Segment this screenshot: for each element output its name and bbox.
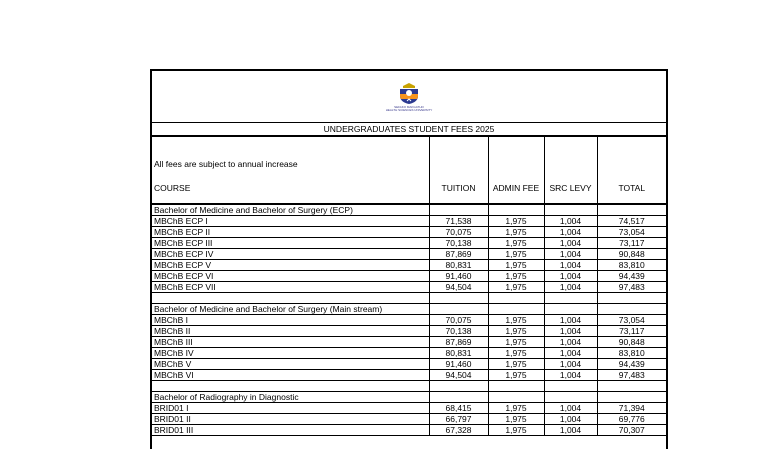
src-levy-cell: 1,004 [544,414,597,425]
tuition-cell: 70,075 [429,315,488,326]
src-levy-cell: 1,004 [544,216,597,227]
src-levy-column-header: SRC LEVY [544,137,597,204]
logo-row [152,71,666,123]
course-header-label: COURSE [154,183,191,193]
fee-note: All fees are subject to annual increase [154,159,298,169]
src-levy-cell: 1,004 [544,282,597,293]
empty-cell [429,293,488,304]
fee-sheet [150,69,668,449]
empty-cell [597,381,666,392]
total-cell: 74,517 [597,216,666,227]
section-title-row [152,204,666,216]
src-levy-cell: 1,004 [544,227,597,238]
admin-fee-cell: 1,975 [488,337,544,348]
course-cell: MBChB ECP II [152,227,429,238]
admin-fee-cell: 1,975 [488,271,544,282]
admin-fee-cell: 1,975 [488,282,544,293]
src-levy-cell: 1,004 [544,348,597,359]
course-cell: MBChB III [152,337,429,348]
total-cell: 97,483 [597,370,666,381]
tuition-cell: 91,460 [429,359,488,370]
src-levy-cell: 1,004 [544,425,597,436]
course-cell: MBChB ECP IV [152,249,429,260]
empty-cell [488,381,544,392]
empty-cell [488,204,544,216]
table-row [152,403,666,414]
admin-fee-cell: 1,975 [488,216,544,227]
empty-cell [152,381,429,392]
spacer-row [152,381,666,392]
admin-fee-cell: 1,975 [488,326,544,337]
total-cell: 90,848 [597,249,666,260]
empty-cell [429,392,488,403]
empty-cell [429,304,488,315]
university-crest-icon [396,81,422,105]
table-row [152,216,666,227]
admin-fee-cell: 1,975 [488,348,544,359]
total-cell: 90,848 [597,337,666,348]
table-header-row [152,137,666,204]
admin-fee-cell: 1,975 [488,414,544,425]
admin-fee-cell: 1,975 [488,227,544,238]
empty-cell [429,204,488,216]
course-cell: MBChB ECP V [152,260,429,271]
section-title: Bachelor of Radiography in Diagnostic [152,392,429,403]
src-levy-cell: 1,004 [544,359,597,370]
course-column-header [152,137,429,204]
total-cell: 83,810 [597,260,666,271]
total-cell: 73,117 [597,326,666,337]
course-cell: MBChB VI [152,370,429,381]
src-levy-cell: 1,004 [544,238,597,249]
table-row [152,260,666,271]
section-title: Bachelor of Medicine and Bachelor of Surgery (Main stream) [152,304,429,315]
empty-cell [544,381,597,392]
total-cell: 71,394 [597,403,666,414]
section-title: Bachelor of Medicine and Bachelor of Surgery (ECP) [152,204,429,216]
total-cell: 94,439 [597,359,666,370]
table-row [152,359,666,370]
table-row [152,249,666,260]
empty-cell [597,392,666,403]
tuition-cell: 70,138 [429,326,488,337]
src-levy-cell: 1,004 [544,370,597,381]
admin-fee-column-header: ADMIN FEE [488,137,544,204]
spacer-row [152,293,666,304]
total-cell: 73,054 [597,315,666,326]
course-cell: BRID01 I [152,403,429,414]
total-cell: 94,439 [597,271,666,282]
src-levy-cell: 1,004 [544,326,597,337]
course-cell: MBChB II [152,326,429,337]
university-logo [386,81,433,112]
course-cell: MBChB IV [152,348,429,359]
src-levy-cell: 1,004 [544,249,597,260]
table-row [152,282,666,293]
admin-fee-cell: 1,975 [488,359,544,370]
tuition-cell: 71,538 [429,216,488,227]
total-cell: 83,810 [597,348,666,359]
course-cell: MBChB ECP I [152,216,429,227]
admin-fee-cell: 1,975 [488,370,544,381]
course-cell: BRID01 III [152,425,429,436]
table-row [152,315,666,326]
logo-text-line-2: HEALTH SCIENCES UNIVERSITY [385,108,433,112]
course-cell: MBChB I [152,315,429,326]
empty-cell [488,293,544,304]
tuition-column-header: TUITION [429,137,488,204]
empty-cell [488,392,544,403]
src-levy-cell: 1,004 [544,337,597,348]
course-cell: MBChB V [152,359,429,370]
table-row [152,348,666,359]
table-row [152,238,666,249]
admin-fee-cell: 1,975 [488,238,544,249]
empty-cell [544,392,597,403]
admin-fee-cell: 1,975 [488,403,544,414]
tuition-cell: 68,415 [429,403,488,414]
tuition-cell: 70,075 [429,227,488,238]
tuition-cell: 91,460 [429,271,488,282]
table-row [152,326,666,337]
section-title-row [152,304,666,315]
tuition-cell: 67,328 [429,425,488,436]
total-cell: 73,054 [597,227,666,238]
total-column-header: TOTAL [597,137,666,204]
tuition-cell: 87,869 [429,337,488,348]
src-levy-cell: 1,004 [544,260,597,271]
tuition-cell: 80,831 [429,348,488,359]
section-title-row [152,392,666,403]
table-row [152,425,666,436]
empty-cell [544,304,597,315]
table-row [152,414,666,425]
total-cell: 70,307 [597,425,666,436]
total-cell: 97,483 [597,282,666,293]
tuition-cell: 66,797 [429,414,488,425]
tuition-cell: 70,138 [429,238,488,249]
src-levy-cell: 1,004 [544,403,597,414]
table-row [152,227,666,238]
empty-cell [597,204,666,216]
empty-cell [488,304,544,315]
sheet-title: UNDERGRADUATES STUDENT FEES 2025 [152,123,666,137]
empty-cell [152,293,429,304]
empty-cell [544,204,597,216]
empty-cell [429,381,488,392]
course-cell: MBChB ECP III [152,238,429,249]
empty-cell [544,293,597,304]
course-cell: MBChB ECP VI [152,271,429,282]
fees-table [152,137,666,436]
course-cell: BRID01 II [152,414,429,425]
src-levy-cell: 1,004 [544,315,597,326]
tuition-cell: 80,831 [429,260,488,271]
empty-cell [597,304,666,315]
empty-cell [597,293,666,304]
table-row [152,271,666,282]
table-row [152,370,666,381]
logo-text-line-1: SEFAKO MAKGATHO [394,105,424,109]
tuition-cell: 94,504 [429,282,488,293]
tuition-cell: 94,504 [429,370,488,381]
total-cell: 73,117 [597,238,666,249]
admin-fee-cell: 1,975 [488,315,544,326]
course-cell: MBChB ECP VII [152,282,429,293]
admin-fee-cell: 1,975 [488,425,544,436]
total-cell: 69,776 [597,414,666,425]
tuition-cell: 87,869 [429,249,488,260]
admin-fee-cell: 1,975 [488,249,544,260]
admin-fee-cell: 1,975 [488,260,544,271]
table-row [152,337,666,348]
src-levy-cell: 1,004 [544,271,597,282]
